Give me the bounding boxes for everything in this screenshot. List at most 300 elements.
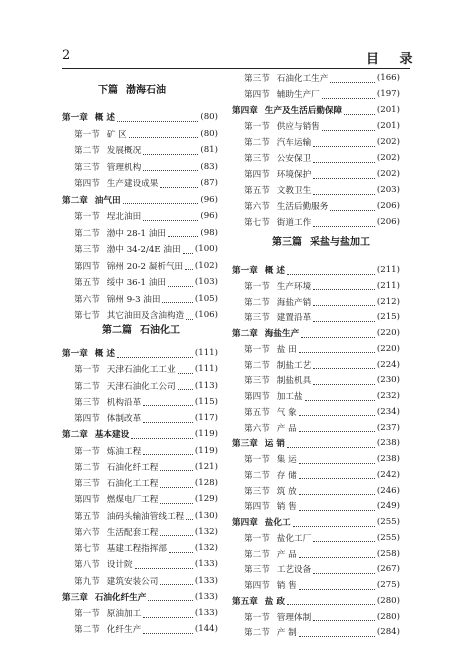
entry-number: 第三章 bbox=[62, 592, 88, 603]
entry-number: 第二节 bbox=[244, 297, 270, 308]
entry-number: 第四节 bbox=[74, 179, 100, 189]
entry-number: 第一节 bbox=[74, 129, 100, 140]
entry-page-number: (80) bbox=[200, 112, 218, 122]
entry-page-number: (133) bbox=[194, 559, 218, 570]
dot-leader bbox=[313, 158, 375, 163]
entry-title: 炼油工程 bbox=[106, 446, 142, 457]
dot-leader bbox=[168, 232, 198, 237]
entry-page-number: (220) bbox=[376, 343, 400, 354]
entry-page-number: (284) bbox=[376, 627, 400, 638]
dot-leader bbox=[313, 142, 375, 147]
entry-page-number: (201) bbox=[376, 105, 400, 115]
dot-leader bbox=[330, 78, 375, 83]
toc-section-entry bbox=[62, 142, 218, 158]
entry-title: 工艺设备 bbox=[276, 565, 312, 576]
entry-page-number: (238) bbox=[376, 438, 400, 449]
entry-title: 筑 放 bbox=[276, 486, 297, 497]
dot-leader bbox=[287, 270, 375, 275]
dot-leader bbox=[322, 126, 375, 131]
toc-section-entry bbox=[232, 70, 400, 86]
toc-section-entry bbox=[62, 540, 218, 556]
dot-leader bbox=[299, 490, 375, 495]
entry-number: 第四节 bbox=[74, 414, 100, 424]
entry-number: 第一节 bbox=[74, 609, 100, 619]
header-rule bbox=[62, 68, 410, 69]
toc-section-entry bbox=[232, 182, 400, 198]
entry-page-number: (121) bbox=[194, 461, 218, 472]
dot-leader bbox=[313, 222, 375, 227]
dot-leader bbox=[299, 427, 375, 432]
entry-page-number: (96) bbox=[200, 194, 218, 205]
entry-title: 生活后勤服务 bbox=[276, 202, 329, 212]
part-heading bbox=[272, 233, 370, 248]
entry-page-number: (275) bbox=[376, 580, 400, 590]
dot-leader bbox=[305, 396, 375, 401]
entry-page-number: (234) bbox=[376, 406, 400, 417]
entry-number: 第四节 bbox=[244, 392, 270, 402]
entry-title: 绥中 36-1 油田 bbox=[106, 278, 166, 288]
dot-leader bbox=[301, 333, 375, 338]
toc-section-entry bbox=[62, 394, 218, 410]
toc-section-entry bbox=[232, 372, 400, 388]
entry-number: 第一章 bbox=[62, 113, 88, 123]
toc-section-entry bbox=[232, 404, 400, 420]
dot-leader bbox=[123, 199, 199, 204]
entry-number: 第一节 bbox=[244, 281, 270, 292]
toc-section-entry bbox=[232, 451, 400, 467]
toc-section-entry bbox=[232, 546, 400, 562]
entry-number: 第三节 bbox=[244, 486, 270, 497]
entry-page-number: (111) bbox=[194, 364, 218, 375]
entry-page-number: (238) bbox=[376, 454, 400, 464]
toc-section-entry bbox=[232, 420, 400, 436]
page-number: 2 bbox=[62, 48, 71, 63]
entry-page-number: (201) bbox=[376, 121, 400, 131]
toc-section-entry bbox=[232, 166, 400, 182]
toc-chapter-entry bbox=[232, 262, 400, 278]
toc-section-entry bbox=[232, 278, 400, 294]
entry-number: 第五章 bbox=[232, 596, 258, 607]
entry-number: 第二节 bbox=[74, 625, 100, 636]
toc-section-entry bbox=[232, 198, 400, 214]
part-number: 第二篇 bbox=[102, 325, 132, 336]
entry-page-number: (255) bbox=[376, 517, 400, 527]
toc-section-entry bbox=[232, 86, 400, 102]
entry-page-number: (115) bbox=[194, 396, 218, 407]
entry-page-number: (203) bbox=[376, 185, 400, 195]
entry-title: 管理机构 bbox=[106, 162, 142, 173]
dot-leader bbox=[135, 564, 193, 569]
entry-number: 第二节 bbox=[244, 470, 270, 481]
toc-section-entry bbox=[232, 150, 400, 166]
entry-number: 第四章 bbox=[232, 106, 258, 116]
entry-number: 第一章 bbox=[232, 266, 258, 276]
entry-title: 锦州 20-2 凝析气田 bbox=[106, 261, 184, 272]
entry-number: 第二章 bbox=[62, 195, 88, 206]
entry-page-number: (202) bbox=[376, 137, 400, 147]
toc-section-entry bbox=[232, 624, 400, 640]
entry-page-number: (242) bbox=[376, 469, 400, 480]
entry-number: 第五节 bbox=[74, 511, 100, 522]
entry-number: 第四节 bbox=[244, 581, 270, 591]
entry-title: 海盐产销 bbox=[276, 297, 312, 308]
entry-number: 第四节 bbox=[74, 495, 100, 506]
entry-number: 第四节 bbox=[74, 261, 100, 272]
dot-leader bbox=[287, 443, 375, 448]
toc-section-entry bbox=[232, 357, 400, 373]
entry-page-number: (255) bbox=[376, 532, 400, 543]
dot-leader bbox=[160, 580, 193, 585]
entry-title: 基本建设 bbox=[94, 430, 130, 441]
entry-title: 供应与销售 bbox=[276, 122, 320, 132]
dot-leader bbox=[143, 166, 198, 171]
entry-title: 石油化工生产 bbox=[276, 74, 329, 84]
entry-page-number: (105) bbox=[194, 293, 218, 304]
toc-section-entry bbox=[232, 561, 400, 577]
entry-title: 产 品 bbox=[276, 423, 297, 434]
entry-page-number: (211) bbox=[376, 280, 400, 291]
entry-page-number: (202) bbox=[376, 153, 400, 163]
toc-section-entry bbox=[62, 491, 218, 507]
dot-leader bbox=[313, 569, 375, 574]
toc-section-entry bbox=[232, 294, 400, 310]
entry-page-number: (224) bbox=[376, 359, 400, 370]
entry-page-number: (83) bbox=[200, 161, 218, 172]
entry-title: 其它油田及含油构造 bbox=[106, 311, 185, 321]
entry-number: 第六节 bbox=[244, 423, 270, 434]
entry-number: 第一节 bbox=[74, 365, 100, 376]
entry-title: 制盐机具 bbox=[276, 376, 312, 387]
entry-page-number: (246) bbox=[376, 485, 400, 496]
entry-title: 辅助生产厂 bbox=[276, 90, 320, 100]
entry-number: 第一章 bbox=[62, 349, 88, 359]
part-heading bbox=[102, 321, 180, 336]
dot-leader bbox=[160, 483, 193, 488]
dot-leader bbox=[160, 531, 193, 536]
entry-number: 第一节 bbox=[244, 533, 270, 544]
entry-page-number: (132) bbox=[194, 543, 218, 553]
entry-title: 集 运 bbox=[276, 455, 297, 465]
entry-page-number: (87) bbox=[200, 178, 218, 188]
entry-page-number: (128) bbox=[194, 478, 218, 488]
toc-chapter-entry bbox=[232, 514, 400, 530]
toc-section-entry bbox=[62, 208, 218, 224]
entry-number: 第四节 bbox=[244, 502, 270, 513]
dot-leader bbox=[143, 613, 193, 618]
toc-section-entry bbox=[232, 341, 400, 357]
dot-leader bbox=[344, 110, 375, 115]
entry-title: 环境保护 bbox=[276, 170, 312, 180]
entry-page-number: (133) bbox=[194, 591, 218, 602]
entry-page-number: (237) bbox=[376, 422, 400, 433]
dot-leader bbox=[313, 537, 375, 542]
entry-page-number: (212) bbox=[376, 296, 400, 307]
dot-leader bbox=[168, 282, 193, 287]
entry-title: 体制改革 bbox=[106, 414, 142, 424]
entry-title: 天津石油化工工业 bbox=[106, 365, 176, 376]
entry-number: 第四节 bbox=[244, 90, 270, 100]
toc-section-entry bbox=[62, 621, 218, 637]
entry-title: 埕北油田 bbox=[106, 212, 142, 222]
entry-page-number: (133) bbox=[194, 575, 218, 586]
entry-number: 第六节 bbox=[244, 202, 270, 212]
toc-chapter-entry bbox=[62, 589, 218, 605]
entry-page-number: (103) bbox=[194, 277, 218, 287]
entry-page-number: (202) bbox=[376, 169, 400, 179]
part-heading bbox=[98, 81, 166, 96]
entry-title: 产 品 bbox=[276, 549, 297, 560]
entry-number: 第一节 bbox=[244, 455, 270, 465]
entry-title: 盐化工 bbox=[264, 518, 291, 528]
dot-leader bbox=[299, 632, 375, 637]
entry-title: 运 销 bbox=[264, 439, 285, 450]
toc-chapter-entry bbox=[232, 102, 400, 118]
dot-leader bbox=[313, 301, 375, 306]
entry-page-number: (206) bbox=[376, 217, 400, 227]
entry-title: 锦州 9-3 油田 bbox=[106, 294, 161, 305]
entry-page-number: (98) bbox=[200, 227, 218, 238]
dot-leader bbox=[299, 348, 375, 353]
part-title: 渤海石油 bbox=[126, 85, 166, 96]
entry-number: 第二节 bbox=[74, 462, 100, 473]
dot-leader bbox=[178, 369, 193, 374]
dot-leader bbox=[143, 401, 193, 406]
entry-page-number: (117) bbox=[194, 413, 218, 423]
entry-number: 第八节 bbox=[74, 560, 100, 571]
entry-page-number: (81) bbox=[200, 145, 218, 155]
toc-section-entry bbox=[232, 498, 400, 514]
toc-section-entry bbox=[62, 524, 218, 540]
entry-page-number: (129) bbox=[194, 494, 218, 505]
entry-number: 第二节 bbox=[74, 381, 100, 392]
entry-number: 第六节 bbox=[74, 527, 100, 538]
dot-leader bbox=[160, 183, 198, 188]
entry-title: 化纤生产 bbox=[106, 625, 142, 636]
dot-leader bbox=[299, 553, 375, 558]
entry-title: 制盐工艺 bbox=[276, 360, 312, 371]
part-number: 下篇 bbox=[98, 85, 118, 96]
dot-leader bbox=[169, 548, 193, 553]
entry-number: 第一节 bbox=[244, 612, 270, 623]
entry-number: 第三节 bbox=[244, 74, 270, 84]
dot-leader bbox=[143, 418, 193, 423]
part-title: 采盐与盐加工 bbox=[310, 237, 370, 248]
entry-title: 生产环境 bbox=[276, 281, 312, 292]
entry-number: 第二节 bbox=[244, 138, 270, 148]
entry-number: 第五节 bbox=[244, 186, 270, 196]
toc-section-entry bbox=[232, 118, 400, 134]
toc-section-entry bbox=[232, 467, 400, 483]
entry-number: 第四节 bbox=[244, 170, 270, 180]
entry-number: 第七节 bbox=[74, 311, 100, 321]
dot-leader bbox=[129, 133, 199, 138]
dot-leader bbox=[185, 265, 193, 270]
dot-leader bbox=[117, 117, 198, 122]
entry-title: 生活配套工程 bbox=[106, 527, 159, 538]
toc-section-entry bbox=[62, 556, 218, 572]
entry-page-number: (267) bbox=[376, 564, 400, 575]
entry-page-number: (232) bbox=[376, 391, 400, 401]
dot-leader bbox=[313, 380, 375, 385]
entry-number: 第二节 bbox=[74, 228, 100, 239]
entry-page-number: (119) bbox=[194, 429, 218, 440]
entry-number: 第三节 bbox=[74, 479, 100, 489]
toc-section-entry bbox=[232, 388, 400, 404]
entry-title: 存 储 bbox=[276, 470, 297, 481]
entry-title: 盐 田 bbox=[276, 344, 297, 355]
entry-number: 第二节 bbox=[74, 146, 100, 156]
toc-section-entry bbox=[62, 291, 218, 307]
entry-title: 销 售 bbox=[276, 581, 297, 591]
entry-title: 基建工程指挥部 bbox=[106, 544, 167, 554]
dot-leader bbox=[299, 459, 375, 464]
dot-leader bbox=[322, 94, 375, 99]
entry-title: 设计院 bbox=[106, 560, 133, 571]
dot-leader bbox=[299, 585, 375, 590]
entry-number: 第二节 bbox=[244, 549, 270, 560]
dot-leader bbox=[143, 629, 193, 634]
dot-leader bbox=[183, 249, 193, 254]
entry-title: 文教卫生 bbox=[276, 186, 312, 196]
part-title: 石油化工 bbox=[140, 325, 180, 336]
entry-number: 第二节 bbox=[244, 360, 270, 371]
entry-page-number: (220) bbox=[376, 328, 400, 338]
entry-title: 管理体制 bbox=[276, 612, 312, 623]
toc-section-entry bbox=[62, 159, 218, 175]
entry-title: 发展概况 bbox=[106, 146, 142, 156]
entry-number: 第三章 bbox=[232, 439, 258, 450]
entry-title: 石油化纤生产 bbox=[94, 592, 147, 603]
entry-page-number: (211) bbox=[376, 265, 400, 275]
entry-title: 天津石油化工公司 bbox=[106, 381, 176, 392]
entry-page-number: (197) bbox=[376, 89, 400, 99]
toc-section-entry bbox=[62, 274, 218, 290]
entry-title: 海盐生产 bbox=[264, 329, 300, 339]
entry-title: 概 述 bbox=[94, 349, 115, 359]
entry-page-number: (144) bbox=[194, 624, 218, 635]
entry-title: 汽车运输 bbox=[276, 138, 312, 148]
toc-section-entry bbox=[62, 459, 218, 475]
entry-title: 公安保卫 bbox=[276, 154, 312, 164]
entry-title: 生产建设成果 bbox=[106, 179, 159, 189]
dot-leader bbox=[313, 364, 375, 369]
dot-leader bbox=[143, 216, 198, 221]
dot-leader bbox=[299, 506, 375, 511]
dot-leader bbox=[287, 600, 375, 605]
entry-page-number: (132) bbox=[194, 526, 218, 537]
toc-section-entry bbox=[232, 134, 400, 150]
toc-section-entry bbox=[62, 508, 218, 524]
entry-title: 建置沿革 bbox=[276, 313, 312, 324]
dot-leader bbox=[186, 315, 193, 320]
toc-section-entry bbox=[232, 214, 400, 230]
entry-page-number: (280) bbox=[376, 595, 400, 606]
dot-leader bbox=[117, 353, 193, 358]
page-title: 目 录 bbox=[366, 52, 421, 67]
dot-leader bbox=[313, 174, 375, 179]
dot-leader bbox=[313, 616, 375, 621]
entry-number: 第二章 bbox=[62, 430, 88, 441]
toc-section-entry bbox=[232, 530, 400, 546]
entry-title: 机构沿革 bbox=[106, 397, 142, 408]
dot-leader bbox=[299, 411, 375, 416]
entry-number: 第二节 bbox=[244, 628, 270, 639]
toc-section-entry bbox=[62, 225, 218, 241]
entry-title: 原油加工 bbox=[106, 609, 142, 619]
entry-number: 第三节 bbox=[244, 376, 270, 387]
toc-chapter-entry bbox=[62, 426, 218, 442]
entry-number: 第三节 bbox=[74, 162, 100, 173]
dot-leader bbox=[186, 515, 193, 520]
toc-chapter-entry bbox=[62, 192, 218, 208]
entry-title: 概 述 bbox=[94, 113, 115, 123]
entry-title: 燃煤电厂工程 bbox=[106, 495, 159, 506]
entry-title: 渤中 28-1 油田 bbox=[106, 228, 166, 239]
dot-leader bbox=[313, 190, 375, 195]
dot-leader bbox=[293, 522, 375, 527]
entry-page-number: (215) bbox=[376, 312, 400, 323]
entry-number: 第五节 bbox=[244, 407, 270, 418]
entry-page-number: (258) bbox=[376, 548, 400, 559]
toc-section-entry bbox=[62, 241, 218, 257]
toc-section-entry bbox=[62, 361, 218, 377]
dot-leader bbox=[313, 285, 375, 290]
toc-chapter-entry bbox=[62, 109, 218, 125]
entry-number: 第三节 bbox=[244, 313, 270, 324]
entry-title: 石油化纤工程 bbox=[106, 462, 159, 473]
toc-section-entry bbox=[232, 309, 400, 325]
toc-section-entry bbox=[62, 126, 218, 142]
toc-section-entry bbox=[62, 175, 218, 191]
entry-number: 第三节 bbox=[74, 397, 100, 408]
entry-title: 概 述 bbox=[264, 266, 285, 276]
toc-chapter-entry bbox=[232, 325, 400, 341]
entry-title: 销 售 bbox=[276, 502, 297, 513]
dot-leader bbox=[160, 466, 193, 471]
entry-page-number: (249) bbox=[376, 501, 400, 512]
entry-title: 油气田 bbox=[94, 195, 121, 206]
entry-title: 盐化工厂 bbox=[276, 533, 312, 544]
toc-section-entry bbox=[62, 443, 218, 459]
entry-page-number: (206) bbox=[376, 201, 400, 211]
toc-section-entry bbox=[62, 410, 218, 426]
entry-page-number: (119) bbox=[194, 445, 218, 456]
entry-page-number: (106) bbox=[194, 310, 218, 320]
entry-number: 第九节 bbox=[74, 576, 100, 587]
toc-section-entry bbox=[62, 258, 218, 274]
toc-section-entry bbox=[62, 378, 218, 394]
entry-page-number: (280) bbox=[376, 611, 400, 622]
entry-number: 第一节 bbox=[74, 446, 100, 457]
entry-number: 第二章 bbox=[232, 329, 258, 339]
entry-page-number: (111) bbox=[194, 348, 218, 358]
toc-chapter-entry bbox=[232, 593, 400, 609]
entry-title: 产 制 bbox=[276, 628, 297, 639]
entry-page-number: (130) bbox=[194, 510, 218, 521]
entry-page-number: (80) bbox=[200, 128, 218, 139]
entry-title: 渤中 34-2/4E 油田 bbox=[106, 245, 181, 255]
toc-section-entry bbox=[62, 475, 218, 491]
toc-section-entry bbox=[232, 483, 400, 499]
entry-number: 第一节 bbox=[74, 212, 100, 222]
entry-title: 油码头输油管线工程 bbox=[106, 511, 185, 522]
entry-number: 第三节 bbox=[74, 245, 100, 255]
entry-page-number: (100) bbox=[194, 244, 218, 254]
dot-leader bbox=[330, 206, 375, 211]
part-number: 第三篇 bbox=[272, 237, 302, 248]
entry-page-number: (113) bbox=[194, 380, 218, 391]
entry-title: 气 象 bbox=[276, 407, 297, 418]
